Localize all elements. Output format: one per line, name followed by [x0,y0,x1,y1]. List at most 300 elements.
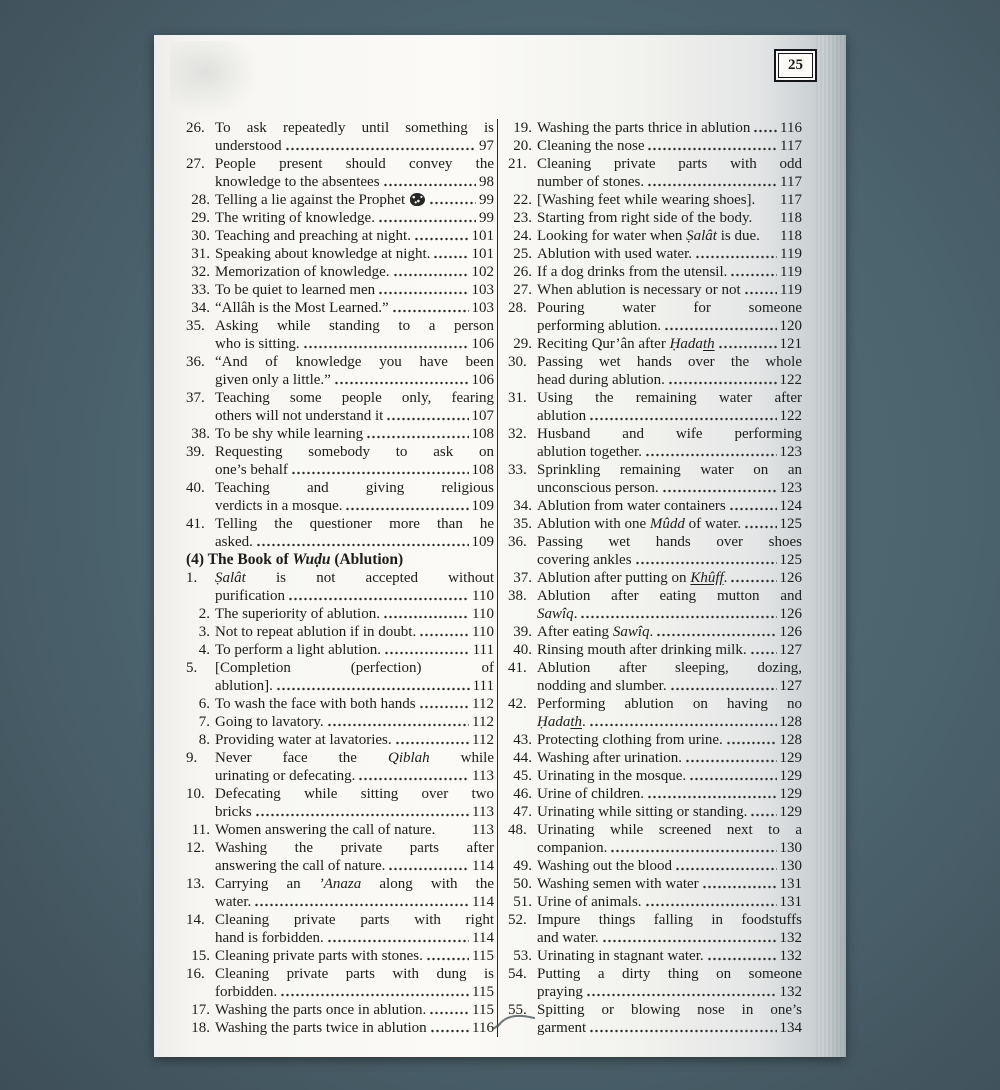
toc-entry [186,947,494,965]
toc-entry [508,515,802,533]
entry-title: ablution]. [215,678,273,694]
toc-entry [508,659,802,695]
page-ref: 129 [779,768,802,784]
entry-title: Ḥadath. [537,714,586,730]
dot-leader [327,713,469,731]
page-ref: 109 [471,498,494,514]
toc-entry [186,425,494,443]
entry-title: forbidden. [215,984,278,1000]
dot-leader [254,893,469,911]
toc-entry [186,731,494,749]
page-ref: 106 [471,336,494,352]
toc-entry [186,875,494,911]
page-ref: 102 [471,264,494,280]
toc-entry [186,605,494,623]
page-ref: 126 [779,570,802,586]
dot-leader [366,425,468,443]
dot-leader [280,983,469,1001]
page-ref: 108 [471,462,494,478]
dot-leader [395,731,469,749]
toc-entry [186,569,494,605]
dot-leader [392,299,469,317]
entry-title: Memorization of knowledge. [215,264,390,280]
dot-leader [429,1001,469,1019]
entry-title: Ablution with used water. [537,246,692,262]
page-ref: 118 [780,210,802,226]
page-ref: 119 [780,282,802,298]
entry-number: 4. [198,642,210,658]
page-ref: 128 [779,714,802,730]
entry-number: 27. [186,156,205,172]
entry-title: Ablution with one Mûdd of water. [537,516,742,532]
dot-leader [750,641,777,659]
page-ref: 113 [472,804,494,820]
toc-entry [186,209,494,227]
entry-number: 9. [186,750,198,766]
toc-entry [508,803,802,821]
dot-leader [662,479,777,497]
toc-entry [508,911,802,947]
entry-title: Putting a dirty thing on someone [537,966,802,982]
dot-leader [414,227,469,245]
toc-entry [186,155,494,191]
dot-leader [430,1019,469,1037]
page-ref: 98 [479,174,494,190]
entry-title: Teaching and giving religious [215,480,494,496]
page-ref: 129 [779,804,802,820]
page-ref: 112 [472,732,494,748]
page-ref: 123 [779,444,802,460]
entry-number: 25. [513,246,532,262]
entry-title: others will not understand it [215,408,384,424]
entry-number: 13. [186,876,205,892]
page-ref: 108 [471,426,494,442]
dot-leader [702,875,777,893]
entry-title: praying [537,984,583,1000]
entry-number: 2. [198,606,210,622]
page-ref: 125 [779,516,802,532]
page-ref: 119 [780,264,802,280]
entry-number: 35. [513,516,532,532]
prophet-honorific-icon [410,193,425,206]
entry-title: asked. [215,534,253,550]
page-ref: 114 [472,894,494,910]
toc-entry [508,119,802,137]
toc-entry [186,227,494,245]
entry-number: 18. [191,1020,210,1036]
entry-number: 15. [191,948,210,964]
entry-number: 17. [191,1002,210,1018]
entry-title: urinating or defecating. [215,768,356,784]
entry-title: unconscious person. [537,480,659,496]
entry-title: covering ankles [537,552,632,568]
page-ref: 116 [780,120,802,136]
entry-number: 31. [508,390,527,406]
entry-title: Ṣalât is not accepted without [215,570,494,586]
page-ref: 110 [472,624,494,640]
entry-number: 39. [513,624,532,640]
page-ref: 114 [472,930,494,946]
toc-entry [508,335,802,353]
dot-leader [438,821,469,839]
toc-entry [508,893,802,911]
dot-leader [426,947,469,965]
entry-number: 7. [198,714,210,730]
entry-title: Urine of children. [537,786,645,802]
entry-title: Spitting or blowing nose in one’s [537,1002,802,1018]
toc-entry [508,587,802,623]
page-ref: 120 [779,318,802,334]
page-ref: 134 [779,1020,802,1036]
toc-entry [508,695,802,731]
entry-title: “Allâh is the Most Learned.” [215,300,389,316]
toc-entry [186,191,494,209]
entry-title: Women answering the call of nature. [215,822,436,838]
page-ref: 127 [779,678,802,694]
entry-title: who is sitting. [215,336,300,352]
entry-title: Washing the parts thrice in ablution [537,120,751,136]
page-ref: 122 [779,408,802,424]
dot-leader [729,497,777,515]
toc-entry [186,749,494,785]
entry-title: Cleaning private parts with dung is [215,966,494,982]
toc-entry [508,857,802,875]
entry-title: Urinating in the mosque. [537,768,687,784]
page-ref: 103 [471,300,494,316]
toc-entry [186,281,494,299]
entry-number: 38. [191,426,210,442]
page-ref: 130 [779,858,802,874]
entry-number: 1. [186,570,198,586]
entry-number: 29. [191,210,210,226]
page-ref: 115 [472,984,494,1000]
entry-title: Carrying an ’Anaza along with the [215,876,494,892]
entry-title: hand is forbidden. [215,930,324,946]
dot-leader [589,407,776,425]
entry-title: garment [537,1020,587,1036]
dot-leader [647,173,777,191]
entry-number: 30. [508,354,527,370]
page-number-badge [774,49,817,82]
toc-entry [186,389,494,425]
entry-number: 49. [513,858,532,874]
toc-entry [186,515,494,551]
toc-entry [508,389,802,425]
entry-number: 47. [513,804,532,820]
toc-entry [508,875,802,893]
dot-leader [580,605,776,623]
entry-title: Requesting somebody to ask on [215,444,494,460]
toc-entry [186,623,494,641]
entry-title: Teaching and preaching at night. [215,228,411,244]
entry-number: 48. [508,822,527,838]
entry-number: 36. [186,354,205,370]
entry-title: Telling the questioner more than he [215,516,494,532]
entry-title: After eating Sawîq. [537,624,654,640]
entry-title: Providing water at lavatories. [215,732,392,748]
dot-leader [750,803,776,821]
entry-title: Ablution after sleeping, dozing, [537,660,802,676]
pen-mark [490,1007,540,1035]
page-ref: 117 [780,138,802,154]
entry-number: 29. [513,336,532,352]
dot-leader [285,137,476,155]
page-ref: 128 [779,732,802,748]
page-ref: 117 [780,192,802,208]
dot-leader [358,767,469,785]
toc-entry [508,155,802,191]
entry-number: 35. [186,318,205,334]
toc-entry [186,695,494,713]
entry-title: Teaching some people only, fearing [215,390,494,406]
book-page [154,35,846,1057]
toc-entry [508,263,802,281]
entry-title: Pouring water for someone [537,300,802,316]
entry-number: 33. [508,462,527,478]
dot-leader [656,623,776,641]
page-ref: 115 [472,1002,494,1018]
toc-entry [186,713,494,731]
toc-entry [186,443,494,479]
toc-entry [508,299,802,335]
page-ref: 117 [780,174,802,190]
entry-title: When ablution is necessary or not [537,282,741,298]
section-heading: (4) The Book of Wuḍu (Ablution) [186,551,404,568]
dot-leader [730,569,776,587]
entry-title: Performing ablution on having no [537,696,802,712]
dot-leader [378,281,468,299]
entry-number: 6. [198,696,210,712]
entry-number: 28. [191,192,210,208]
dot-leader [386,407,468,425]
toc-entry [186,821,494,839]
dot-leader [744,515,776,533]
entry-title: Passing wet hands over shoes [537,534,802,550]
dot-leader [647,137,777,155]
entry-title: Rinsing mouth after drinking milk. [537,642,747,658]
entry-number: 34. [513,498,532,514]
entry-number: 54. [508,966,527,982]
toc-entry [508,821,802,857]
entry-title: To perform a light ablution. [215,642,381,658]
toc-entry [186,839,494,875]
toc-entry [508,749,802,767]
entry-title: Sawîq. [537,606,578,622]
page-ref: 126 [779,624,802,640]
entry-title: The superiority of ablution. [215,606,380,622]
entry-number: 21. [508,156,527,172]
toc-entry [508,641,802,659]
entry-title: Starting from right side of the body. [537,210,753,226]
entry-number: 33. [191,282,210,298]
entry-title: Washing after urination. [537,750,682,766]
dot-leader [730,263,777,281]
dot-leader [675,857,776,875]
toc-column-right [497,119,802,1037]
dot-leader [707,947,777,965]
page-ref: 118 [780,228,802,244]
entry-title: Telling a lie against the Prophet [215,191,426,209]
toc-entry [508,1001,802,1037]
toc-entry [508,965,802,1001]
page-ref: 132 [779,930,802,946]
entry-number: 26. [513,264,532,280]
dot-leader [255,803,469,821]
dot-leader [276,677,470,695]
entry-title: Speaking about knowledge at night. [215,246,431,262]
page-ref: 109 [471,534,494,550]
entry-number: 38. [508,588,527,604]
entry-number: 20. [513,138,532,154]
page-ref: 112 [472,696,494,712]
page-ref: 127 [779,642,802,658]
entry-number: 24. [513,228,532,244]
page-ref: 129 [779,750,802,766]
entry-title: bricks [215,804,252,820]
page-ref: 111 [472,678,494,694]
dot-leader [303,335,469,353]
page-ref: 114 [472,858,494,874]
entry-number: 37. [186,390,205,406]
dot-leader [383,605,469,623]
toc-entry [186,245,494,263]
dot-leader [664,317,776,335]
dot-leader [288,587,469,605]
entry-title: and water. [537,930,599,946]
dot-leader [256,533,469,551]
page-ref: 115 [472,948,494,964]
toc-entry [186,263,494,281]
page-ref: 101 [471,246,494,262]
entry-title: Protecting clothing from urine. [537,732,723,748]
entry-number: 51. [513,894,532,910]
dot-leader [345,497,468,515]
entry-title: Using the remaining water after [537,390,802,406]
dot-leader [291,461,469,479]
toc-entry [186,785,494,821]
entry-number: 5. [186,660,198,676]
dot-leader [685,749,777,767]
dot-leader [419,623,469,641]
entry-number: 30. [191,228,210,244]
toc-entry [508,425,802,461]
toc-entry [186,965,494,1001]
entry-title: Washing semen with water [537,876,699,892]
entry-title: knowledge to the absentees [215,174,380,190]
toc-entry [508,569,802,587]
page-ref: 124 [779,498,802,514]
entry-number: 16. [186,966,205,982]
table-of-contents [186,119,802,1037]
entry-title: To be quiet to learned men [215,282,376,298]
dot-leader [695,245,777,263]
dot-leader [589,1019,776,1037]
page-ref: 107 [471,408,494,424]
entry-number: 27. [513,282,532,298]
entry-title: Washing out the blood [537,858,673,874]
entry-title: [Completion (perfection) of [215,660,494,676]
dot-leader [645,893,777,911]
entry-number: 43. [513,732,532,748]
dot-leader [763,227,777,245]
dot-leader [586,983,777,1001]
toc-entry [186,911,494,947]
dot-leader [419,695,469,713]
dot-leader [388,857,469,875]
entry-title: Cleaning private parts with stones. [215,948,423,964]
entry-number: 41. [186,516,205,532]
toc-entry [186,353,494,389]
dot-leader [670,677,777,695]
entry-title: Impure things falling in foodstuffs [537,912,802,928]
page-ref: 122 [779,372,802,388]
entry-number: 53. [513,948,532,964]
entry-title: understood [215,138,282,154]
toc-entry [508,227,802,245]
entry-title: verdicts in a mosque. [215,498,343,514]
toc-entry [508,731,802,749]
toc-entry [508,947,802,965]
entry-title: Urinating in stagnant water. [537,948,704,964]
entry-number: 32. [191,264,210,280]
dot-leader [645,443,777,461]
entry-title: Washing the parts twice in ablution [215,1020,427,1036]
entry-title: head during ablution. [537,372,665,388]
entry-number: 55. [508,1002,527,1018]
entry-title: number of stones. [537,174,645,190]
toc-entry [186,479,494,515]
dot-leader [647,785,776,803]
entry-title: Defecating while sitting over two [215,786,494,802]
toc-entry [508,137,802,155]
page-ref: 125 [779,552,802,568]
entry-title: “And of knowledge you have been [215,354,494,370]
entry-title: Ablution after putting on Khûff. [537,570,728,586]
entry-number: 39. [186,444,205,460]
toc-entry [186,1001,494,1019]
entry-title: given only a little.” [215,372,331,388]
toc-entry [508,497,802,515]
entry-title: Cleaning private parts with odd [537,156,802,172]
entry-title: Ablution after eating mutton and [537,588,802,604]
page-ref: 110 [472,588,494,604]
toc-entry [508,353,802,389]
toc-entry [186,659,494,695]
dot-leader [668,371,777,389]
entry-number: 46. [513,786,532,802]
toc-entry [508,533,802,569]
entry-title: Urine of animals. [537,894,642,910]
page-ref: 106 [471,372,494,388]
entry-number: 40. [513,642,532,658]
page-ref: 126 [779,606,802,622]
toc-entry [508,623,802,641]
entry-number: 10. [186,786,205,802]
toc-entry [186,299,494,317]
page-ref: 123 [779,480,802,496]
toc-entry [508,785,802,803]
entry-number: 11. [191,822,210,838]
dot-leader [589,713,777,731]
dot-leader [610,839,776,857]
entry-title: answering the call of nature. [215,858,386,874]
entry-title: Going to lavatory. [215,714,324,730]
toc-entry [508,461,802,497]
entry-number: 52. [508,912,527,928]
entry-number: 45. [513,768,532,784]
entry-title: If a dog drinks from the utensil. [537,264,728,280]
entry-title: Ablution from water containers [537,498,726,514]
